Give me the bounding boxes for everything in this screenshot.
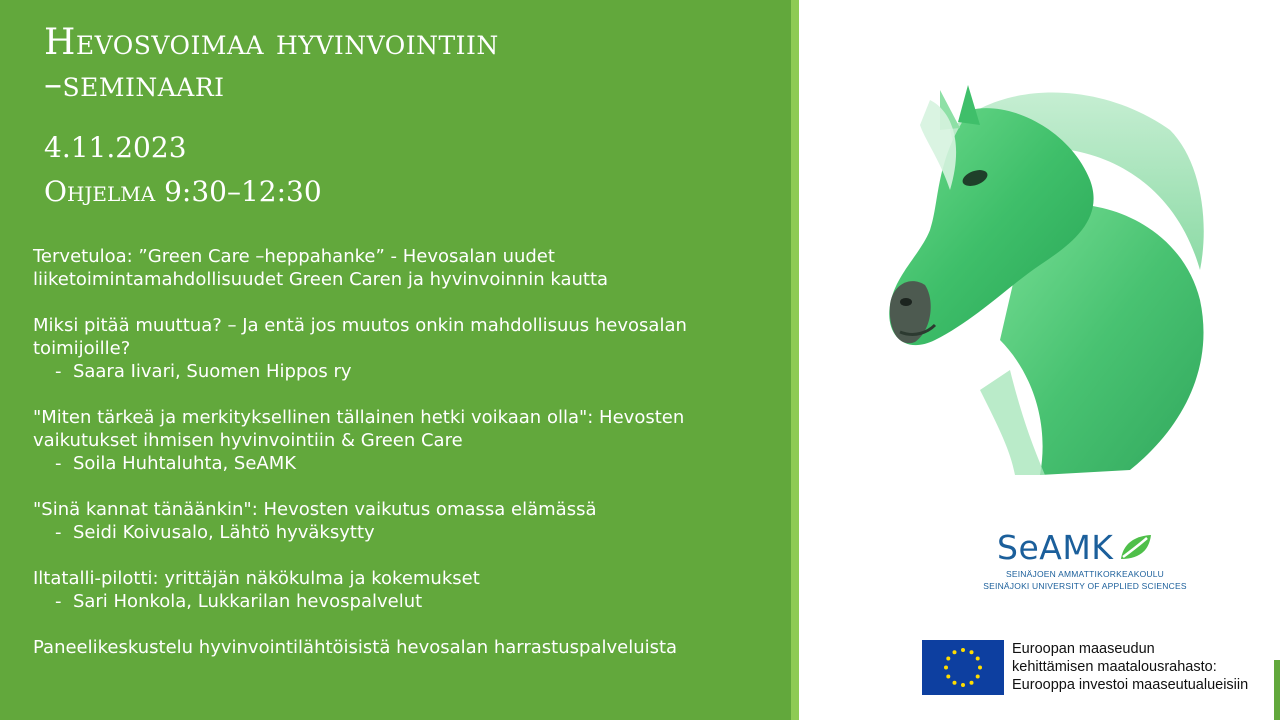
agenda-item xyxy=(33,636,773,659)
agenda-item-title-line: Tervetuloa: ”Green Care –heppahanke” - Hevosalan uudet xyxy=(33,246,555,267)
seamk-logo-text: SeAMK xyxy=(997,528,1114,567)
agenda-speaker: - Soila Huhtaluhta, SeAMK xyxy=(55,453,297,474)
agenda-item xyxy=(33,406,773,475)
agenda-item-title-line: liiketoimintamahdollisuudet Green Caren ja hyvinvoinnin kautta xyxy=(33,269,609,290)
seminar-date: 4.11.2023 xyxy=(44,131,187,164)
title-line-1: Hevosvoimaa hyvinvointiin xyxy=(44,22,499,63)
seamk-leaf-icon xyxy=(1119,533,1153,561)
eu-funding-text xyxy=(1012,640,1248,694)
eu-text-line: Eurooppa investoi maaseutualueisiin xyxy=(1012,677,1249,693)
agenda-item-title-line: "Sinä kannat tänäänkin": Hevosten vaikutus omassa elämässä xyxy=(33,499,597,520)
accent-edge xyxy=(1274,660,1280,720)
agenda-speaker: - Saara Iivari, Suomen Hippos ry xyxy=(55,361,352,382)
agenda-item xyxy=(33,245,773,291)
agenda-item-title-line: "Miten tärkeä ja merkityksellinen tällainen hetki voikaan olla": Hevosten xyxy=(33,407,685,428)
eu-text-line: kehittämisen maatalousrahasto: xyxy=(1012,659,1217,675)
agenda-item xyxy=(33,567,773,613)
accent-stripe xyxy=(791,0,799,720)
agenda-item-title-line: vaikutukset ihmisen hyvinvointiin & Green Care xyxy=(33,430,463,451)
agenda-item-title-line: Paneelikeskustelu hyvinvointilähtöisistä hevosalan harrastuspalveluista xyxy=(33,637,678,658)
eu-text-line: Euroopan maaseudun xyxy=(1012,641,1155,657)
agenda-item-title-line: Miksi pitää muuttua? – Ja entä jos muutos onkin mahdollisuus hevosalan xyxy=(33,315,687,336)
horse-illustration xyxy=(880,70,1220,480)
seamk-subtitle-en: SEINÄJOKI UNIVERSITY OF APPLIED SCIENCES xyxy=(983,581,1187,591)
agenda-item-title-line: Iltatalli-pilotti: yrittäjän näkökulma ja kokemukset xyxy=(33,568,480,589)
agenda-item-title-line: toimijoille? xyxy=(33,338,131,359)
agenda-item xyxy=(33,498,773,544)
seamk-logo xyxy=(970,526,1200,596)
program-time: Ohjelma 9:30–12:30 xyxy=(44,175,322,208)
seminar-title xyxy=(44,22,499,106)
title-line-2: –seminaari xyxy=(44,64,225,105)
agenda-speaker: - Seidi Koivusalo, Lähtö hyväksytty xyxy=(55,522,375,543)
agenda-item xyxy=(33,314,773,383)
agenda-speaker: - Sari Honkola, Lukkarilan hevospalvelut xyxy=(55,591,423,612)
agenda-list xyxy=(33,245,773,682)
seamk-subtitle-fi: SEINÄJOEN AMMATTIKORKEAKOULU xyxy=(1006,569,1164,579)
eu-flag-icon xyxy=(922,640,1004,695)
